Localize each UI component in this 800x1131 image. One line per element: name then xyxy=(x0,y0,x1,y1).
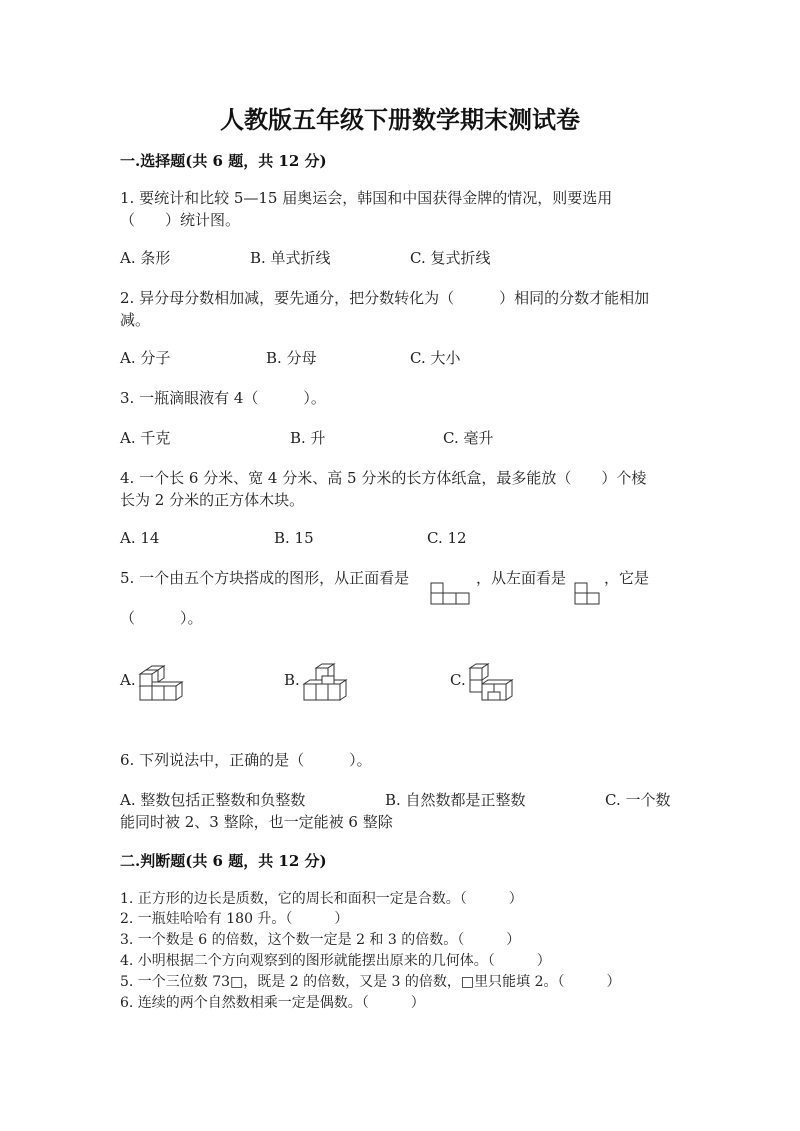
question-2-line-2: 减。 xyxy=(120,311,151,329)
question-6-option-c: C. 一个数 xyxy=(605,791,671,809)
question-5-option-c: C. xyxy=(450,671,466,689)
option-c-cube-figure xyxy=(468,662,518,708)
question-5-text-part-2: ，从左面看是 xyxy=(476,569,567,587)
question-5-option-b: B. xyxy=(284,671,300,689)
question-3-option-c: C. 毫升 xyxy=(443,429,494,447)
judgment-item-2: 2. 一瓶娃哈哈有 180 升。（ ） xyxy=(120,911,349,927)
judgment-item-6: 6. 连续的两个自然数相乘一定是偶数。（ ） xyxy=(120,995,425,1011)
front-view-figure xyxy=(430,582,472,606)
question-2-line-1: 2. 异分母分数相加减，要先通分，把分数转化为（ ）相同的分数才能相加 xyxy=(120,289,650,307)
judgment-item-4: 4. 小明根据二个方向观察到的图形就能摆出原来的几何体。（ ） xyxy=(120,953,551,969)
question-6-option-c-continued: 能同时被 2、3 整除，也一定能被 6 整除 xyxy=(120,813,393,831)
option-a-cube-figure xyxy=(138,664,190,708)
question-6-option-a: A. 整数包括正整数和负整数 xyxy=(120,791,306,809)
question-5-option-a: A. xyxy=(120,671,136,689)
question-6-option-b: B. 自然数都是正整数 xyxy=(385,791,526,809)
question-2-option-c: C. 大小 xyxy=(410,349,461,367)
question-6-line-1: 6. 下列说法中，正确的是（ ）。 xyxy=(120,751,372,769)
option-b-cube-figure xyxy=(302,662,354,708)
judgment-item-3: 3. 一个数是 6 的倍数，这个数一定是 2 和 3 的倍数。（ ） xyxy=(120,932,521,948)
question-2-option-a: A. 分子 xyxy=(120,349,171,367)
judgment-item-1: 1. 正方形的边长是质数，它的周长和面积一定是合数。（ ） xyxy=(120,891,523,907)
judgment-item-5: 5. 一个三位数 73□，既是 2 的倍数，又是 3 的倍数，□里只能填 2。（ ） xyxy=(120,974,621,990)
left-view-figure xyxy=(574,582,602,606)
page-title: 人教版五年级下册数学期末测试卷 xyxy=(220,105,580,134)
section-heading-choice: 一.选择题(共 6 题，共 12 分) xyxy=(120,152,327,170)
question-1-option-c: C. 复式折线 xyxy=(410,249,491,267)
question-1-option-b: B. 单式折线 xyxy=(250,249,331,267)
question-4-option-b: B. 15 xyxy=(274,529,314,547)
question-4-line-2: 长为 2 分米的正方体木块。 xyxy=(120,491,305,509)
question-3-option-a: A. 千克 xyxy=(120,429,171,447)
question-1-line-2: （ ）统计图。 xyxy=(120,211,241,229)
question-4-option-c: C. 12 xyxy=(427,529,467,547)
section-heading-judgment: 二.判断题(共 6 题，共 12 分) xyxy=(120,852,327,870)
question-5-text-part-1: 5. 一个由五个方块搭成的图形，从正面看是 xyxy=(120,569,410,587)
question-2-option-b: B. 分母 xyxy=(266,349,317,367)
question-4-option-a: A. 14 xyxy=(120,529,160,547)
question-3-option-b: B. 升 xyxy=(290,429,326,447)
question-5-line-2: （ ）。 xyxy=(120,609,203,627)
question-1-line-1: 1. 要统计和比较 5—15 届奥运会，韩国和中国获得金牌的情况，则要选用 xyxy=(120,189,613,207)
question-3-line-1: 3. 一瓶滴眼液有 4（ ）。 xyxy=(120,389,326,407)
question-5-text-part-3: ，它是 xyxy=(604,569,650,587)
question-1-option-a: A. 条形 xyxy=(120,249,171,267)
question-4-line-1: 4. 一个长 6 分米、宽 4 分米、高 5 分米的长方体纸盒，最多能放（ ）个棱 xyxy=(120,469,647,487)
